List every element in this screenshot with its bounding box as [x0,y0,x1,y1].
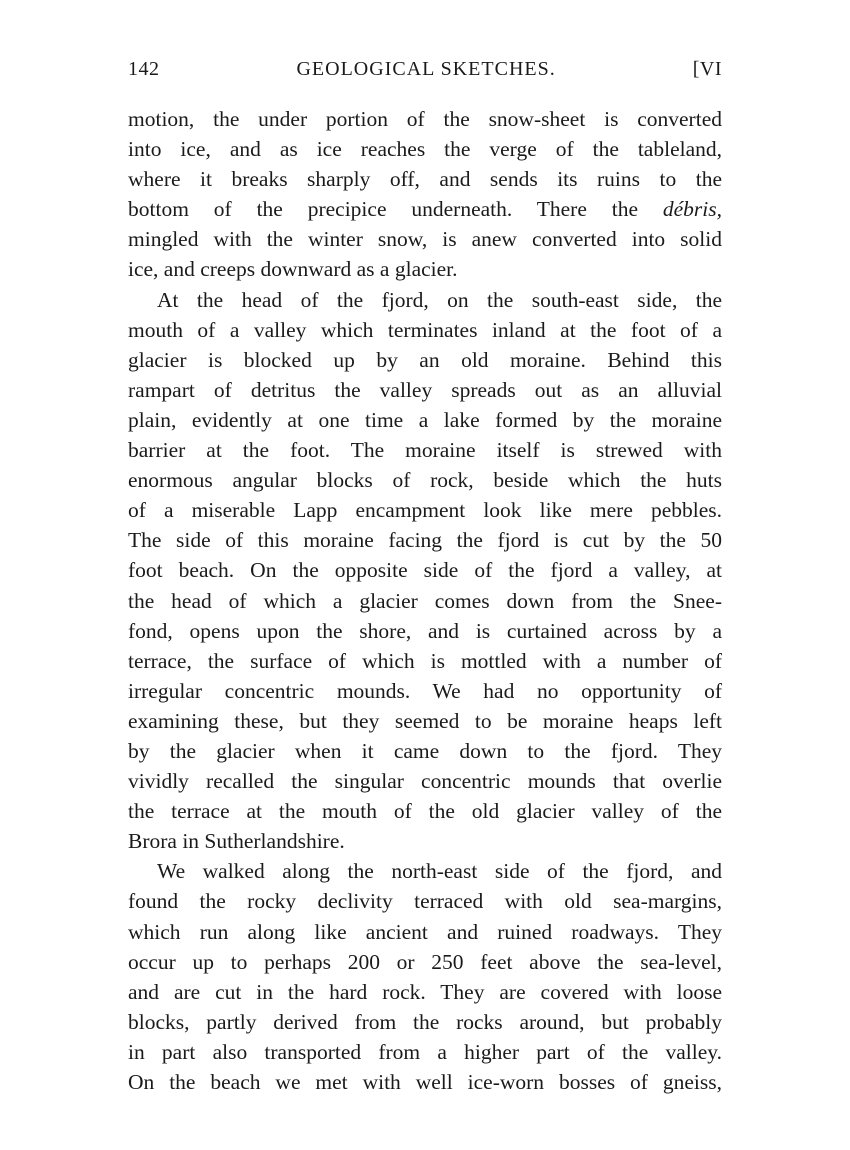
italic-word-debris: débris, [662,197,722,222]
text-line: vividly recalled the singular concentric mounds that overlie [128,769,722,794]
text-line: We walked along the north-east side of the fjord, and [157,859,722,884]
text-line: by the glacier when it came down to the fjord. They [128,738,722,763]
text-line: where it breaks sharply off, and sends its ruins to the [128,167,722,192]
text-line: The side of this moraine facing the fjord is cut by the 50 [128,528,722,553]
running-title: GEOLOGICAL SKETCHES. [296,58,556,80]
body-text [128,104,722,1097]
text-line: mingled with the winter snow, is anew converted into solid [128,227,722,252]
text-line: Brora in Sutherlandshire. [128,829,345,854]
text-line: and are cut in the hard rock. They are covered with loose [128,979,722,1004]
text-line: At the head of the fjord, on the south-east side, the [157,287,722,312]
paragraph-1 [128,104,722,285]
text-line: barrier at the foot. The moraine itself is strewed with [128,438,722,463]
text-line: in part also transported from a higher part of the valley. [128,1039,722,1064]
chapter-mark: [VI [692,58,722,80]
text-line: motion, the under portion of the snow-sheet is converted [128,107,722,131]
paragraph-3 [128,856,722,1097]
text-line: plain, evidently at one time a lake formed by the moraine [128,407,722,432]
paragraph-2 [128,285,722,857]
text-line: found the rocky declivity terraced with old sea-margins, [128,889,722,914]
text-line: On the beach we met with well ice-worn bosses of gneiss, [128,1070,722,1094]
text-line: which run along like ancient and ruined roadways. They [128,919,722,944]
text-line: occur up to perhaps 200 or 250 feet above the sea-level, [128,949,722,974]
text-line: of a miserable Lapp encampment look like mere pebbles. [128,498,722,523]
text-line: glacier is blocked up by an old moraine. Behind this [128,347,722,372]
text-segment: bottom of the precipice underneath. There the [128,197,663,222]
text-line: terrace, the surface of which is mottled with a number of [128,648,722,673]
text-line: rampart of detritus the valley spreads out as an alluvial [128,377,722,402]
book-page [128,58,722,1097]
page-number: 142 [128,58,160,80]
text-line: irregular concentric mounds. We had no opportunity of [128,678,722,703]
text-line: the head of which a glacier comes down from the Snee- [128,588,722,613]
text-line: examining these, but they seemed to be moraine heaps left [128,708,722,733]
text-line: mouth of a valley which terminates inland at the foot of a [128,317,722,342]
text-line: fond, opens upon the shore, and is curtained across by a [128,618,722,643]
text-line: foot beach. On the opposite side of the fjord a valley, at [128,558,722,583]
text-line: enormous angular blocks of rock, beside which the huts [128,468,722,493]
running-head [128,58,722,92]
text-line: blocks, partly derived from the rocks around, but probably [128,1009,722,1034]
text-line-with-italic [128,194,722,224]
text-line: the terrace at the mouth of the old glacier valley of the [128,799,722,824]
text-line: ice, and creeps downward as a glacier. [128,257,458,282]
text-line: into ice, and as ice reaches the verge of the tableland, [128,137,722,162]
